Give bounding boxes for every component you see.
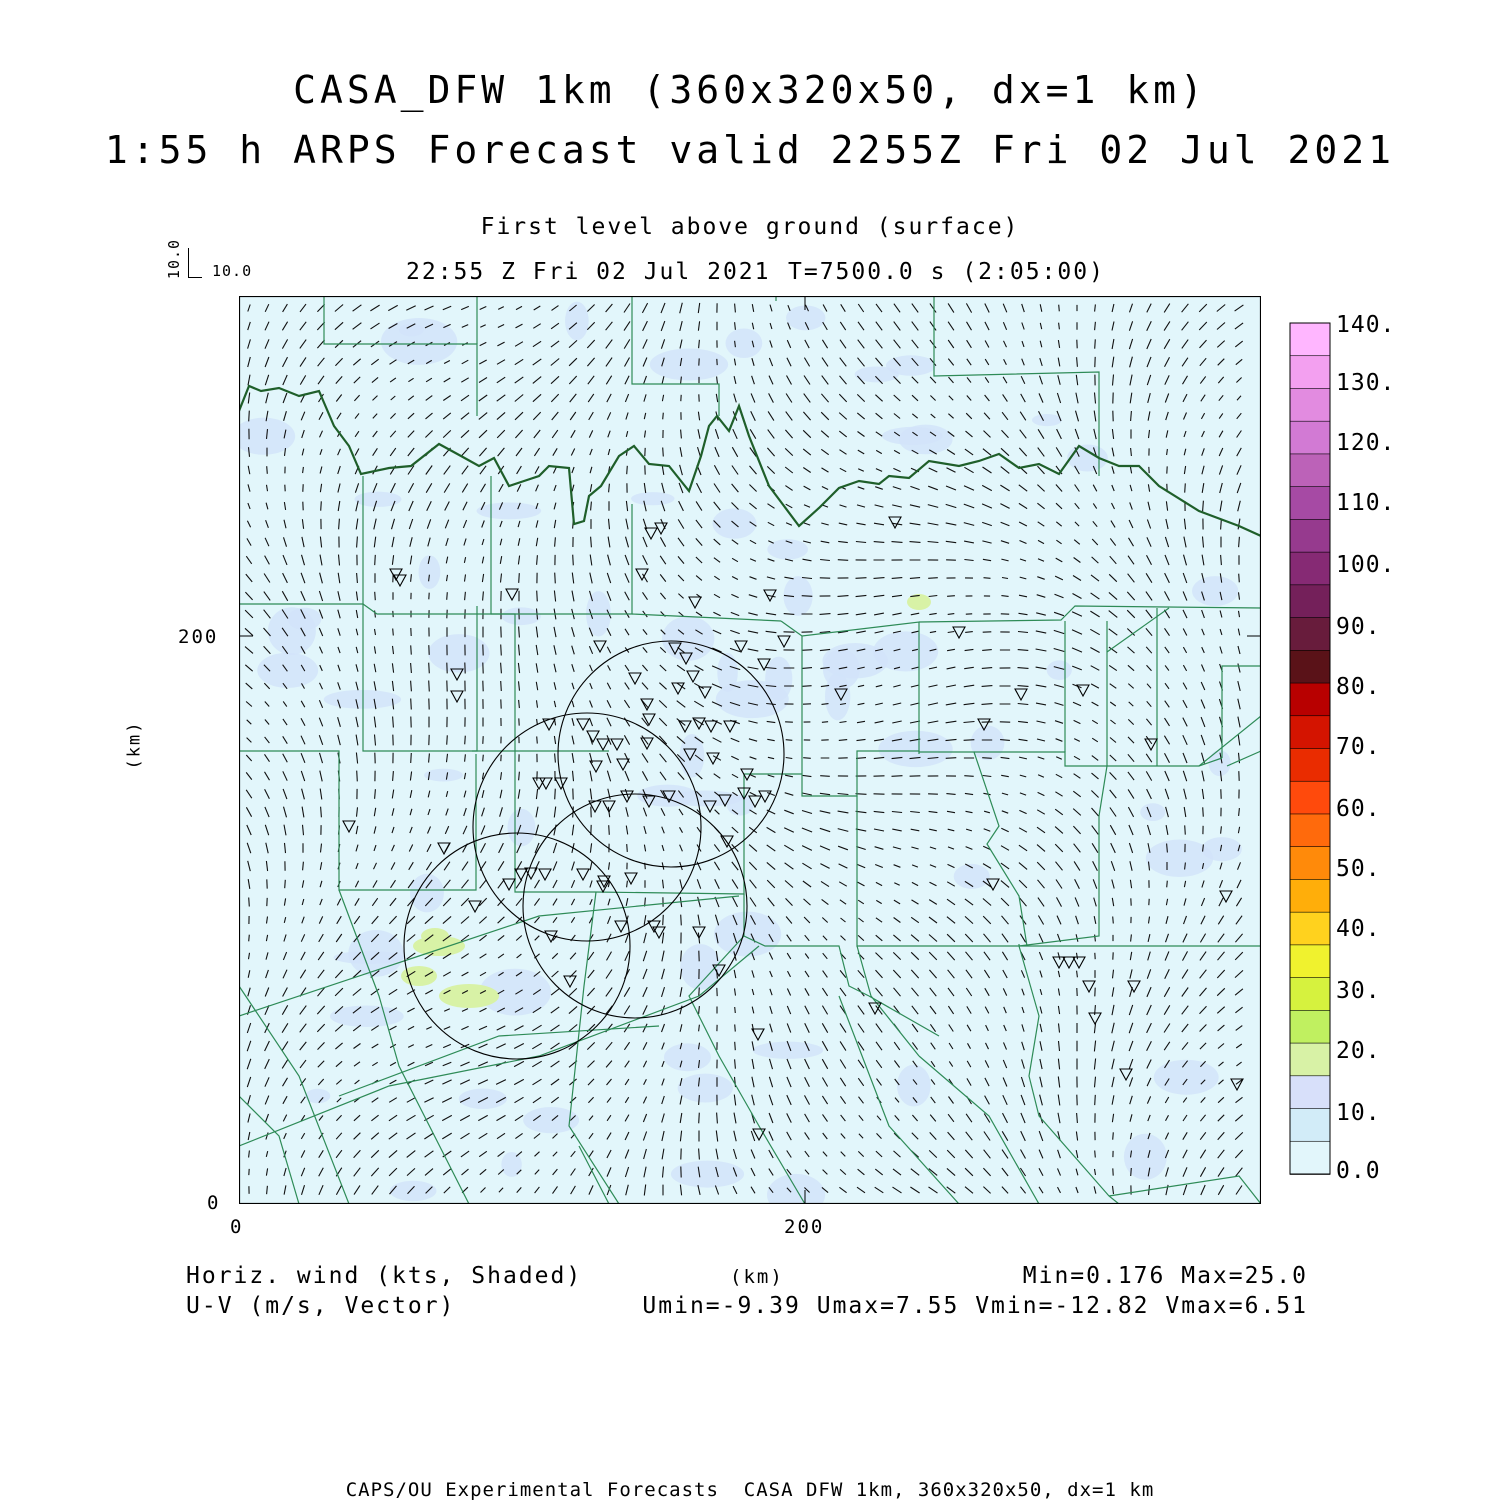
y-tick-0: 0 [207,1192,221,1214]
colorbar-swatch [1290,879,1330,912]
wind-speed-contour [678,1074,733,1103]
wind-speed-contour [631,492,674,505]
colorbar-swatch [1290,978,1330,1011]
wind-speed-contour [1154,1060,1219,1095]
vector-key-u-label: 10.0 [212,262,253,280]
wind-speed-contour [428,634,489,673]
wind-speed-contour [725,328,762,358]
wind-speed-contour [1192,576,1238,606]
colorbar-swatch [1290,814,1330,847]
colorbar-swatch [1290,847,1330,880]
wind-speed-contour [878,731,952,767]
wind-speed-contour [501,1152,521,1177]
wind-map [239,296,1261,1204]
wind-speed-contour [257,653,318,688]
colorbar-swatch [1290,1043,1330,1076]
y-tick-200: 200 [178,626,219,648]
wind-speed-contour [1209,750,1231,776]
level-label: First level above ground (surface) [480,214,1020,240]
colorbar-swatch [1290,683,1330,716]
x-tick-0: 0 [230,1216,244,1238]
vector-key-v-arrow [188,248,189,278]
wind-speed-contour [1047,660,1072,680]
colorbar-swatches [1290,323,1330,1175]
colorbar-swatch [1290,650,1330,683]
colorbar-label: 120. [1336,430,1396,456]
uv-range-label: Umin=-9.39 Umax=7.55 Vmin=-12.82 Vmax=6.51 [642,1293,1308,1319]
colorbar-swatch [1290,1010,1330,1043]
model-time-label: T=7500.0 s (2:05:00) [788,259,1105,285]
colorbar-swatch [1290,323,1330,356]
wind-speed-contour-high [439,984,499,1008]
wind-speed-contour [502,607,541,625]
chart-title-line2: 1:55 h ARPS Forecast valid 2255Z Fri 02 Jul 2021 [104,128,1396,172]
wind-speed-contour [650,349,728,381]
wind-speed-contour [410,874,444,913]
colorbar-swatch [1290,388,1330,421]
colorbar-label: 130. [1336,370,1396,396]
colorbar-swatch [1290,781,1330,814]
colorbar-swatch [1290,716,1330,749]
min-max-label: Min=0.176 Max=25.0 [1022,1263,1308,1289]
wind-speed-contour [1032,414,1062,426]
wind-speed-contour [767,539,808,559]
colorbar-label: 80. [1336,674,1381,700]
colorbar-label: 140. [1336,312,1396,338]
colorbar-swatch [1290,585,1330,618]
x-axis-label: (km) [730,1266,784,1288]
colorbar-swatch [1290,519,1330,552]
field-name-label: Horiz. wind (kts, Shaded) [186,1263,583,1289]
chart-title-line1: CASA_DFW 1km (360x320x50, dx=1 km) [293,68,1207,112]
colorbar-swatch [1290,945,1330,978]
colorbar-label: 110. [1336,490,1396,516]
colorbar-swatch [1290,552,1330,585]
wind-speed-contour [390,1181,437,1201]
vector-key [164,236,264,284]
wind-speed-contour [662,616,714,661]
colorbar-swatch [1290,749,1330,782]
wind-speed-contour [1140,803,1165,821]
wind-speed-contour [786,305,825,330]
vector-key-v-label: 10.0 [165,238,184,280]
colorbar-swatch [1290,1141,1330,1174]
wind-speed-contour [971,726,1005,761]
wind-speed-contour [268,607,316,655]
wind-speed-contour [1202,837,1242,861]
colorbar-label: 30. [1336,978,1381,1004]
y-axis-label: (km) [124,720,145,770]
vector-name-label: U-V (m/s, Vector) [186,1293,456,1319]
colorbar-label: 50. [1336,856,1381,882]
credit-line: CAPS/OU Experimental Forecasts CASA DFW 1km, 360x320x50, dx=1 km [345,1479,1155,1501]
wind-speed-contour [897,1065,931,1107]
wind-speed-contour [507,809,535,847]
colorbar-label: 100. [1336,552,1396,578]
valid-time-label: 22:55 Z Fri 02 Jul 2021 [406,259,771,285]
colorbar-swatch [1290,454,1330,487]
wind-speed-contour [354,492,401,507]
vector-key-u-arrow [188,277,202,278]
wind-speed-contour [459,1089,507,1109]
wind-speed-contour [477,503,542,520]
colorbar-label: 60. [1336,796,1381,822]
colorbar-swatch [1290,1076,1330,1109]
colorbar-swatch [1290,912,1330,945]
wind-speed-contour [565,302,589,341]
colorbar-swatch [1290,1109,1330,1142]
wind-field-background [239,296,1261,1204]
colorbar-label: 90. [1336,614,1381,640]
wind-speed-contour [714,912,781,957]
colorbar-label: 10. [1336,1100,1381,1126]
wind-speed-contour [825,673,850,721]
colorbar-label: 20. [1336,1038,1381,1064]
x-tick-200: 200 [784,1216,825,1238]
wind-speed-contour [424,769,463,782]
colorbar-swatch [1290,618,1330,651]
wind-speed-contour [664,1043,711,1071]
colorbar-label: 70. [1336,734,1381,760]
wind-speed-contour [882,427,943,445]
colorbar-swatch [1290,421,1330,454]
wind-speed-contour [671,1161,744,1188]
colorbar-label: 40. [1336,916,1381,942]
colorbar-swatch [1290,356,1330,389]
colorbar-label: 0.0 [1336,1158,1381,1184]
wind-speed-contour [873,631,938,671]
colorbar-swatch [1290,487,1330,520]
